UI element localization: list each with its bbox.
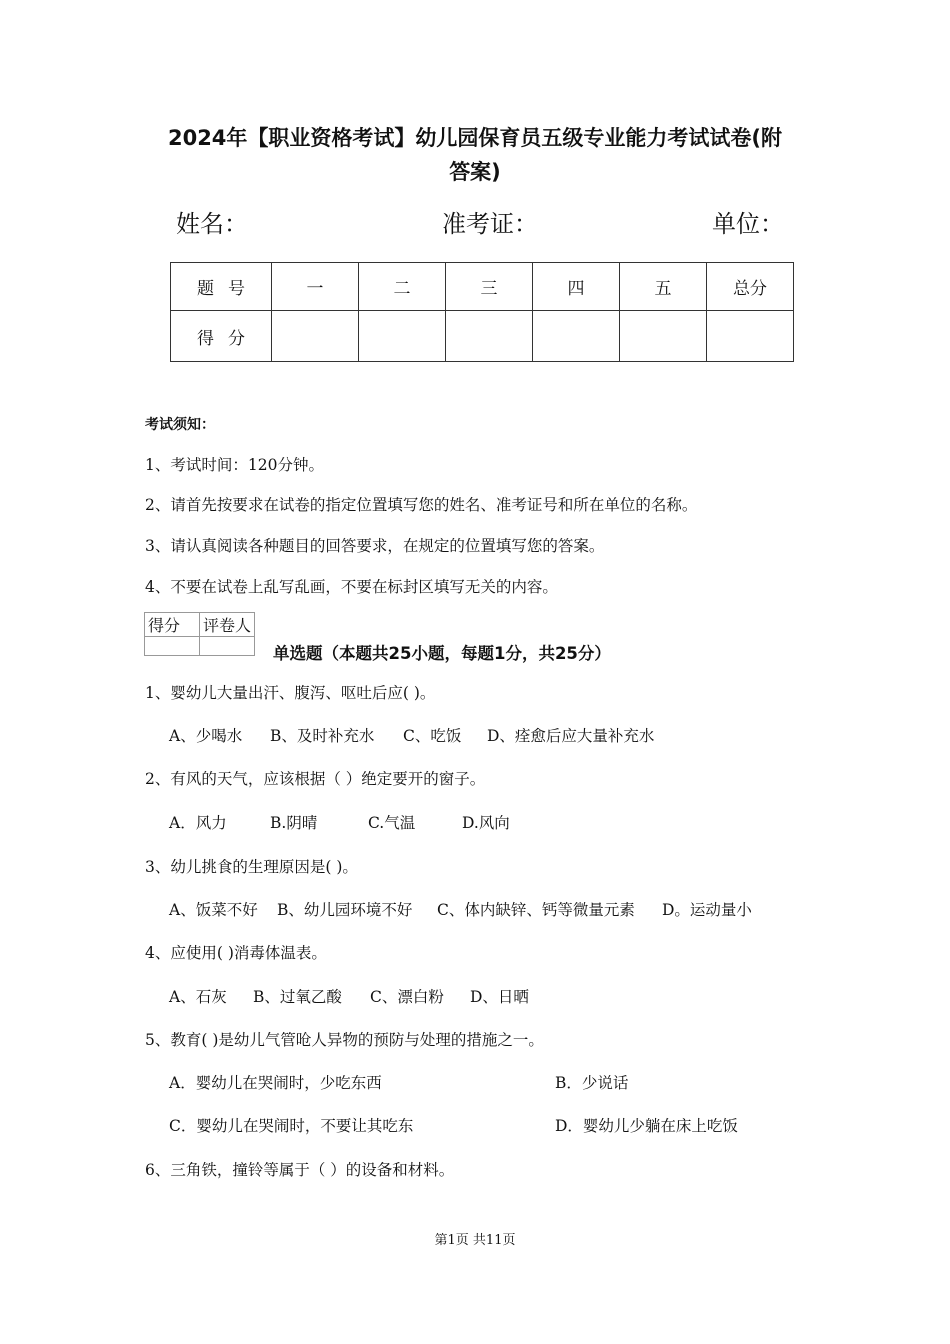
- score-cell-4[interactable]: [533, 311, 620, 362]
- score-table-col-5: 五: [620, 263, 707, 311]
- question-5-option-d[interactable]: D．婴幼儿少躺在床上吃饭: [555, 1117, 738, 1135]
- question-2-option-c[interactable]: C.气温: [368, 814, 416, 832]
- grader-score-cell[interactable]: [145, 637, 200, 656]
- score-cell-1[interactable]: [272, 311, 359, 362]
- question-4-stem: 4、应使用( )消毒体温表。: [145, 944, 327, 962]
- grader-reviewer-label: 评卷人: [200, 613, 255, 637]
- question-4-option-a[interactable]: A、石灰: [169, 988, 227, 1006]
- question-4-option-b[interactable]: B、过氧乙酸: [253, 988, 342, 1006]
- notice-title: 考试须知：: [145, 417, 215, 433]
- score-table-header-label: 题号: [171, 263, 272, 311]
- score-table-score-row: [171, 311, 794, 362]
- exam-id-label: 准考证：: [442, 210, 538, 238]
- notice-item-1: 1、考试时间：120分钟。: [145, 456, 324, 474]
- page-title-line1: 2024年【职业资格考试】幼儿园保育员五级专业能力考试试卷(附: [167, 126, 783, 150]
- score-table-col-total: 总分: [707, 263, 794, 311]
- question-2-stem: 2、有风的天气，应该根据（ ）绝定要开的窗子。: [145, 770, 486, 788]
- score-table-col-1: 一: [272, 263, 359, 311]
- score-table-header-row: [171, 263, 794, 311]
- question-4-option-c[interactable]: C、漂白粉: [370, 988, 444, 1006]
- page-title-line2: 答案): [449, 160, 501, 184]
- notice-item-3: 3、请认真阅读各种题目的回答要求，在规定的位置填写您的答案。: [145, 537, 605, 555]
- question-5-option-a[interactable]: A．婴幼儿在哭闹时，少吃东西: [169, 1074, 382, 1092]
- question-2-option-a[interactable]: A．风力: [169, 814, 227, 832]
- question-3-option-b[interactable]: B、幼儿园环境不好: [277, 901, 413, 919]
- question-5-stem: 5、教育( )是幼儿气管呛人异物的预防与处理的措施之一。: [145, 1031, 544, 1049]
- question-4-option-d[interactable]: D、日晒: [470, 988, 529, 1006]
- question-5-option-b[interactable]: B．少说话: [555, 1074, 629, 1092]
- question-3-option-a[interactable]: A、饭菜不好: [169, 901, 258, 919]
- question-3-stem: 3、幼儿挑食的生理原因是( )。: [145, 858, 358, 876]
- question-1-option-a[interactable]: A、少喝水: [169, 727, 243, 745]
- question-3-option-c[interactable]: C、体内缺锌、钙等微量元素: [437, 901, 635, 919]
- score-table-col-3: 三: [446, 263, 533, 311]
- grader-box: [144, 612, 255, 656]
- page-footer: 第1页 共11页: [434, 1233, 516, 1248]
- question-2-option-d[interactable]: D.风向: [462, 814, 510, 832]
- question-3-option-d[interactable]: D。运动量小: [662, 901, 752, 919]
- question-1-option-d[interactable]: D、痊愈后应大量补充水: [487, 727, 655, 745]
- score-cell-5[interactable]: [620, 311, 707, 362]
- grader-score-label: 得分: [145, 613, 200, 637]
- unit-label: 单位：: [712, 210, 784, 238]
- score-table-col-2: 二: [359, 263, 446, 311]
- score-cell-total[interactable]: [707, 311, 794, 362]
- score-table-row-label: 得分: [171, 311, 272, 362]
- score-table: [170, 262, 794, 362]
- score-cell-3[interactable]: [446, 311, 533, 362]
- section-title: 单选题（本题共25小题，每题1分，共25分）: [273, 644, 611, 663]
- question-1-option-b[interactable]: B、及时补充水: [270, 727, 375, 745]
- question-5-option-c[interactable]: C．婴幼儿在哭闹时，不要让其吃东: [169, 1117, 414, 1135]
- name-label: 姓名：: [176, 210, 248, 238]
- question-2-option-b[interactable]: B.阴晴: [270, 814, 318, 832]
- grader-reviewer-cell[interactable]: [200, 637, 255, 656]
- question-1-option-c[interactable]: C、吃饭: [403, 727, 462, 745]
- score-cell-2[interactable]: [359, 311, 446, 362]
- score-table-col-4: 四: [533, 263, 620, 311]
- notice-item-4: 4、不要在试卷上乱写乱画，不要在标封区填写无关的内容。: [145, 578, 558, 596]
- question-6-stem: 6、三角铁，撞铃等属于（ ）的设备和材料。: [145, 1161, 455, 1179]
- notice-item-2: 2、请首先按要求在试卷的指定位置填写您的姓名、准考证号和所在单位的名称。: [145, 496, 698, 514]
- question-1-stem: 1、婴幼儿大量出汗、腹泻、呕吐后应( )。: [145, 684, 436, 702]
